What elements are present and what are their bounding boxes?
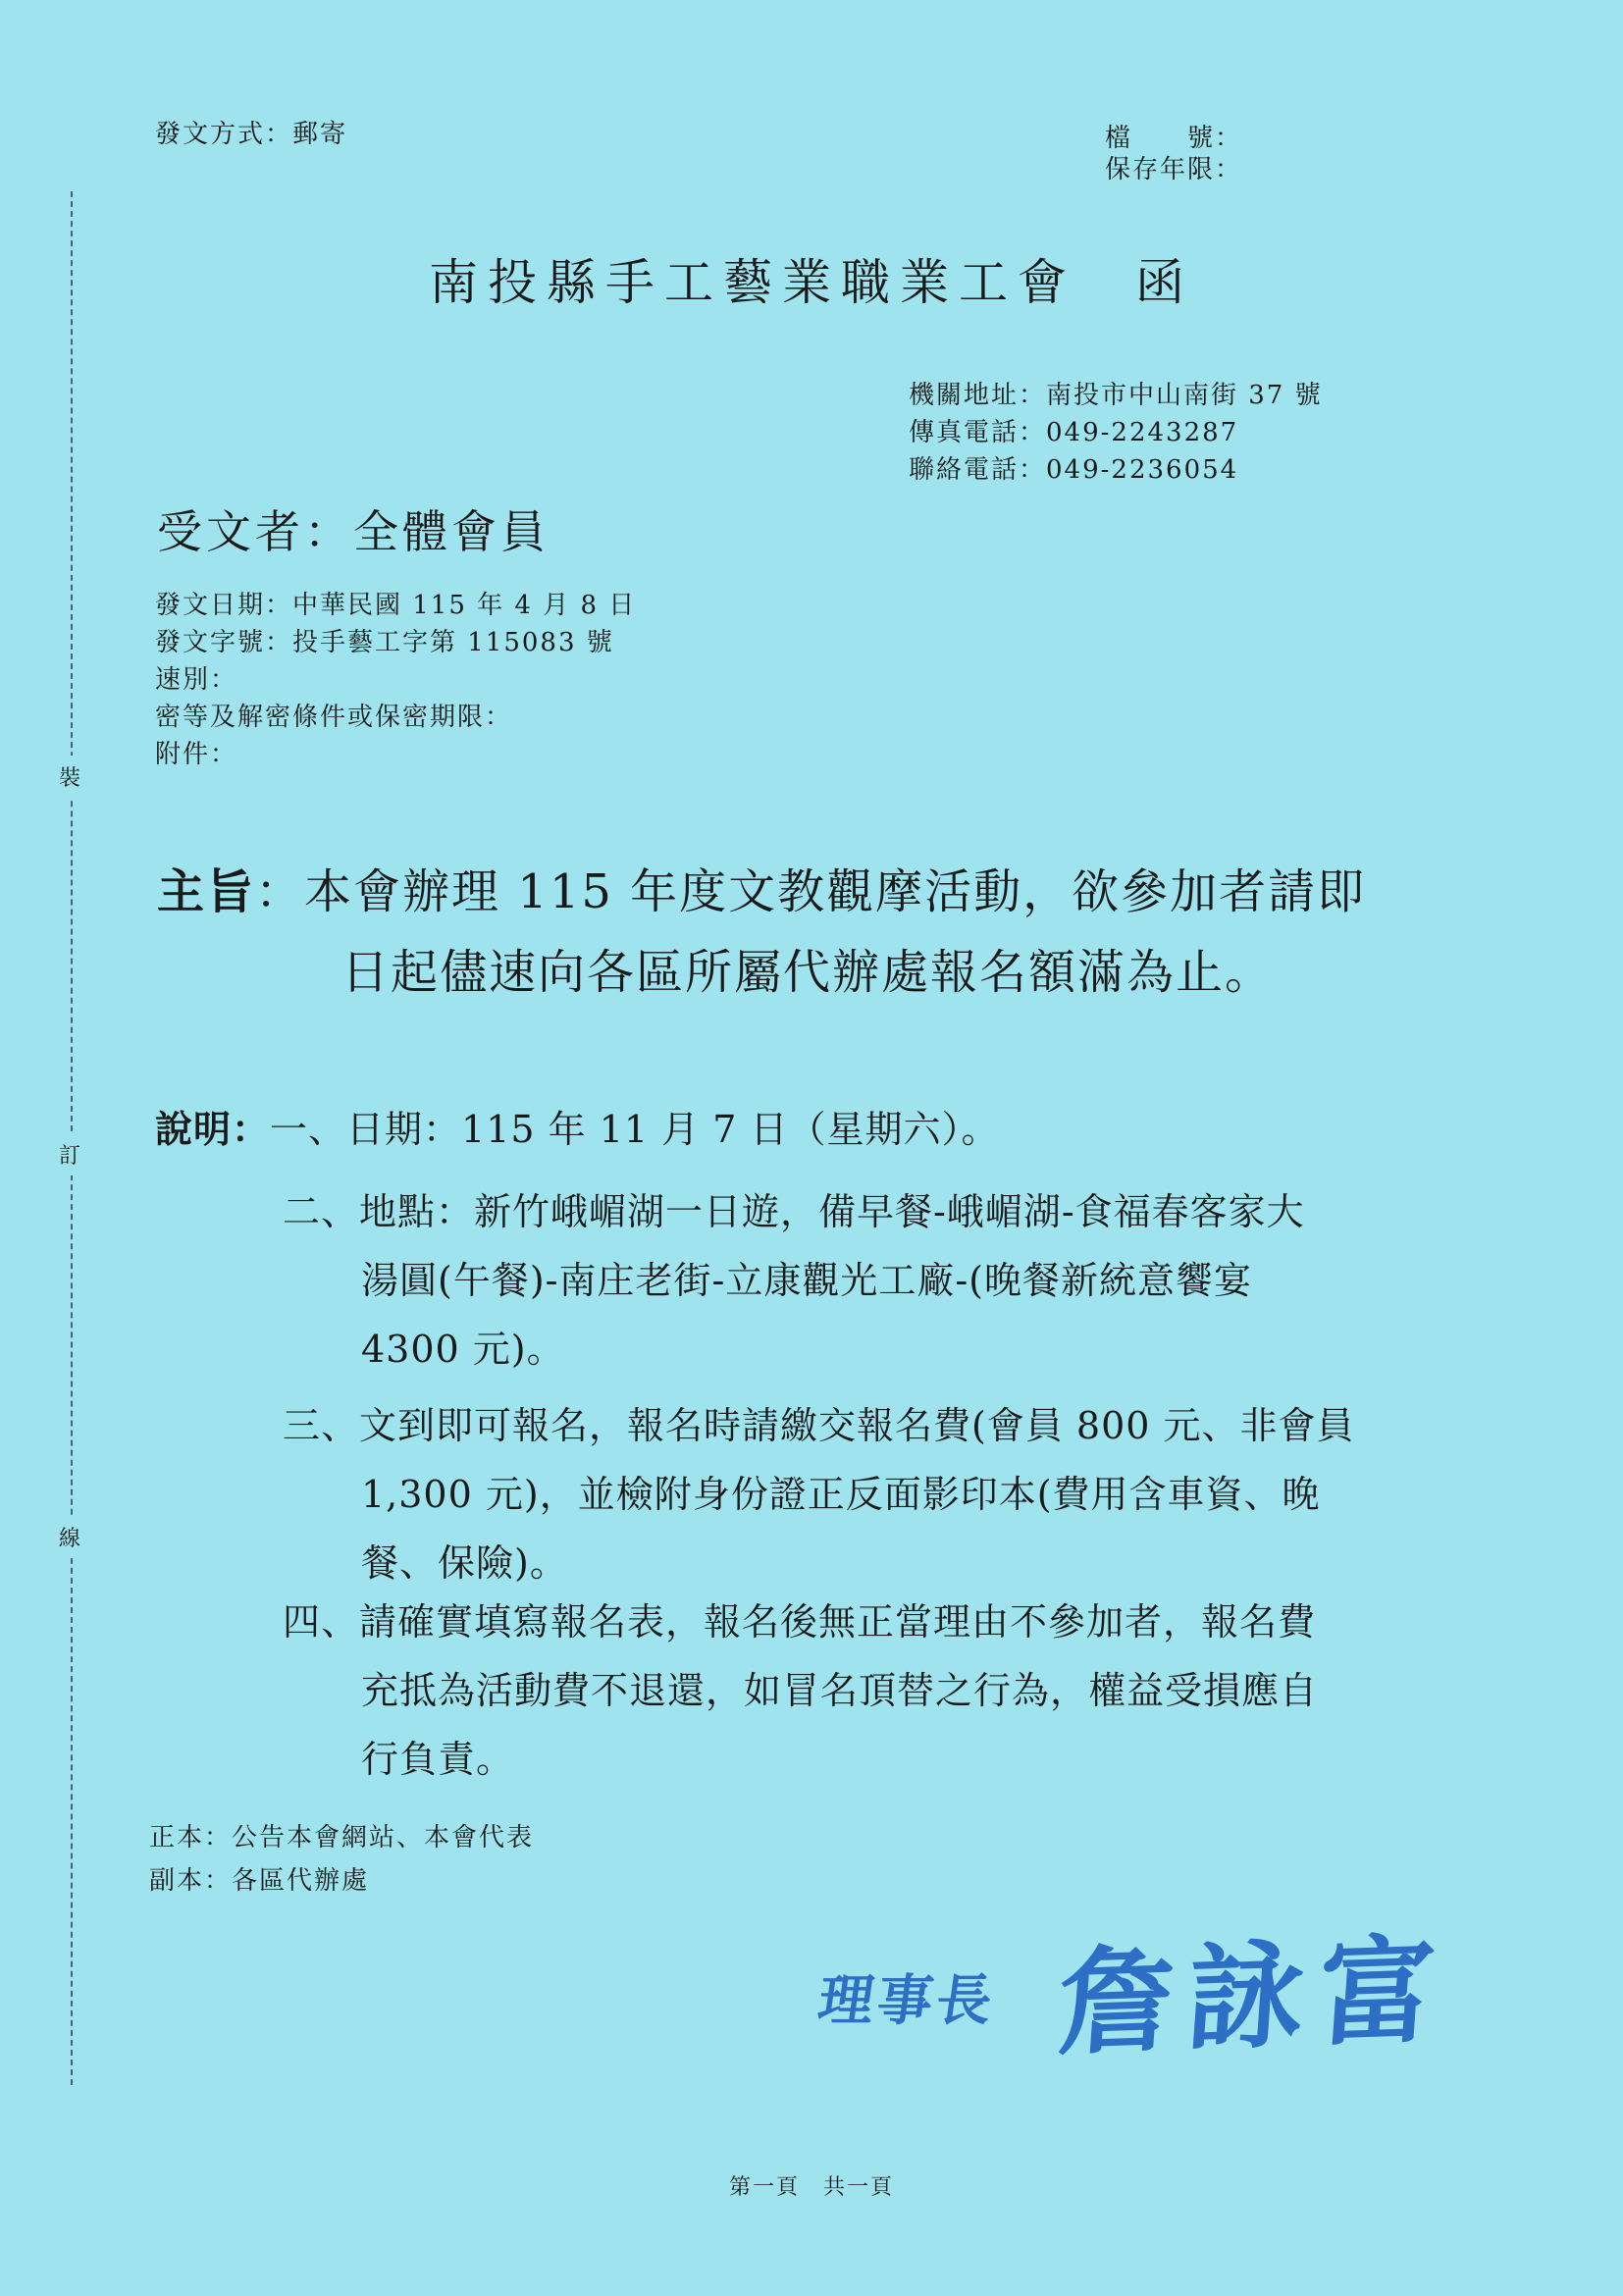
dispatch-date: 發文日期：中華民國 115 年 4 月 8 日 [155,591,637,620]
explanation-item-4 [283,1588,1318,1794]
subject-block [157,852,1366,1013]
item-4-line-1: 四、請確實填寫報名表，報名後無正當理由不參加者，報名費 [283,1600,1317,1644]
explanation-label: 說明： [155,1108,271,1151]
explanation-item-2 [283,1177,1305,1383]
org-address: 機關地址：南投市中山南街 37 號 [909,381,1323,410]
phone-number: 聯絡電話：049-2236054 [909,455,1239,485]
signature-title: 理事長 [813,1968,1001,2033]
fax-number: 傳真電話：049-2243287 [909,418,1239,447]
explanation-item-1: 一、日期：115 年 11 月 7 日（星期六）。 [270,1108,1000,1151]
subject-line-2: 日起儘速向各區所屬代辦處報名額滿為止。 [341,945,1275,1000]
distribution-original: 正本：公告本會網站、本會代表 [149,1823,535,1852]
subject-label: 主旨 [157,864,256,919]
signature-name-stamp: 詹詠富 [1053,1921,1453,2071]
item-3-line-1: 三、文到即可報名，報名時請繳交報名費(會員 800 元、非會員 [283,1404,1355,1447]
security-level: 密等及解密條件或保密期限： [155,703,513,732]
item-2-line-2: 湯圓(午餐)-南庄老街-立康觀光工廠-(晚餐新統意饗宴 [361,1259,1252,1302]
retention-period: 保存年限： [1105,155,1243,184]
page-indicator: 第一頁 共一頁 [728,2175,894,2200]
binding-mark-top: 裝 [59,756,80,798]
explanation-first-line [155,1097,999,1162]
item-4-line-3: 行負責。 [361,1738,515,1781]
document-type: 函 [1135,254,1194,311]
item-4-line-2: 充抵為活動費不退還，如冒名頂替之行為，權益受損應自 [361,1669,1319,1712]
subject-line-1: ：本會辦理 115 年度文教觀摩活動，欲參加者請即 [255,864,1367,919]
attachment: 附件： [155,740,238,769]
dispatch-method: 發文方式：郵寄 [155,120,348,149]
speed-class: 速別： [155,665,238,695]
recipient: 受文者：全體會員 [157,505,550,558]
binding-mark-bottom: 線 [59,1516,80,1558]
organization-name: 南投縣手工藝業職業工會 [429,254,1076,311]
item-3-line-3: 餐、保險)。 [361,1541,568,1585]
distribution-copy: 副本：各區代辦處 [149,1866,370,1896]
item-2-line-1: 二、地點：新竹峨嵋湖一日遊，備早餐-峨嵋湖-食福春客家大 [283,1190,1305,1233]
document-title [0,243,1623,314]
explanation-item-3 [283,1391,1355,1597]
dispatch-number: 發文字號：投手藝工字第 115083 號 [155,628,614,657]
item-3-line-2: 1,300 元)，並檢附身份證正反面影印本(費用含車資、晚 [361,1473,1321,1516]
binding-mark-middle: 訂 [59,1133,80,1175]
file-number: 檔 號： [1105,124,1243,153]
item-2-line-3: 4300 元)。 [361,1328,565,1371]
